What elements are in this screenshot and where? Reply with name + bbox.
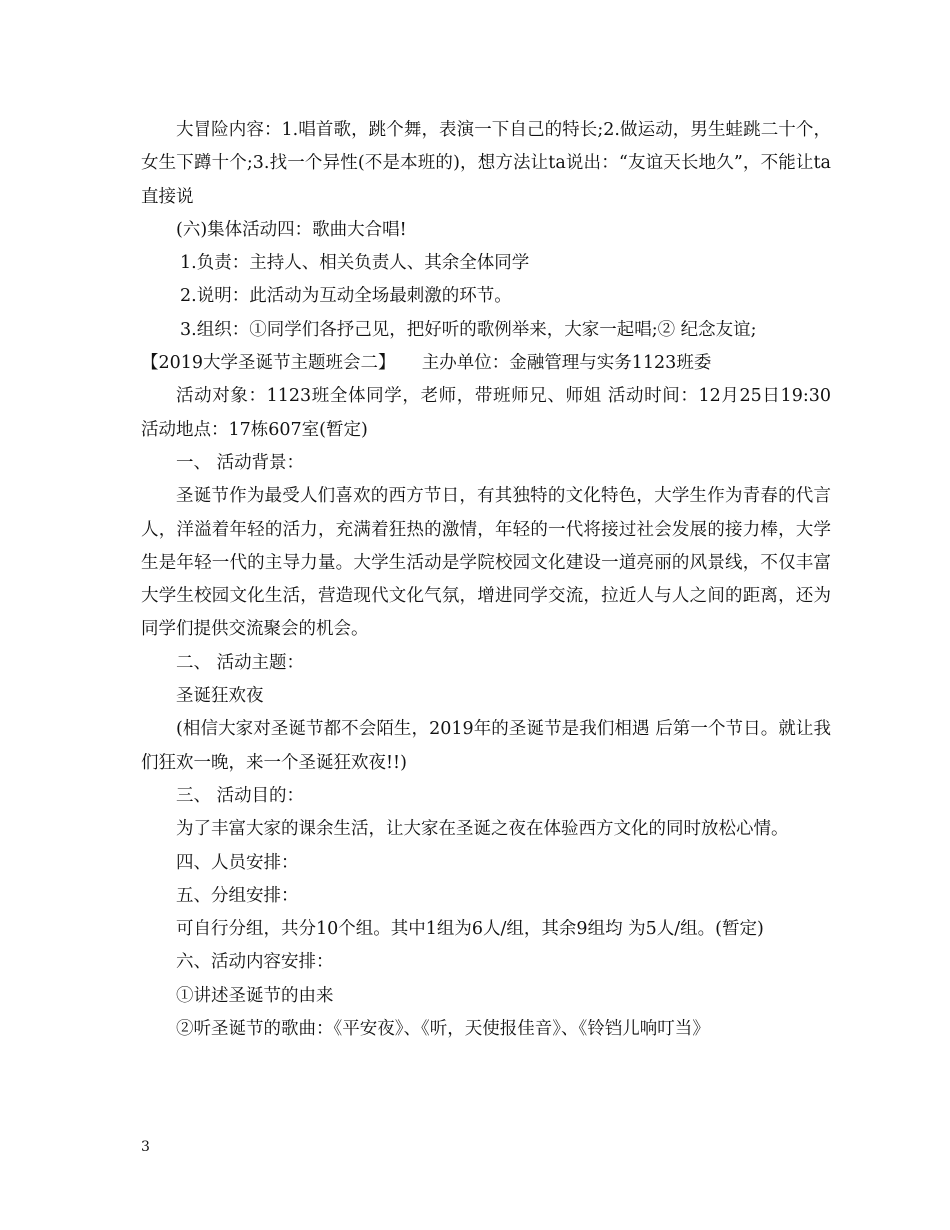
heading-background: 一、 活动背景： <box>176 452 305 473</box>
paragraph-theme-note: (相信大家对圣诞节都不会陌生，2019年的圣诞节是我们相遇 后第一个节日。就让我们狂欢一晚，来一个圣诞狂欢夜!!) <box>141 719 831 773</box>
heading-purpose: 三、 活动目的： <box>176 785 305 806</box>
heading-content-arrangement: 六、活动内容安排： <box>176 952 334 973</box>
heading-staffing: 四、人员安排： <box>176 852 299 873</box>
paragraph-organization: 3.组织：①同学们各抒己见，把好听的歌例举来，大家一起唱;② 纪念友谊; <box>180 319 757 340</box>
paragraph-activity-four-heading: (六)集体活动四：歌曲大合唱! <box>176 219 407 240</box>
paragraph-section-title: 【2019大学圣诞节主题班会二】 主办单位：金融管理与实务1123班委 <box>141 353 712 374</box>
paragraph-grouping: 可自行分组，共分10个组。其中1组为6人/组，其余9组均 为5人/组。(暂定) <box>176 919 764 940</box>
paragraph-theme: 圣诞狂欢夜 <box>176 686 264 707</box>
heading-theme: 二、 活动主题： <box>176 652 305 673</box>
paragraph-background: 圣诞节作为最受人们喜欢的西方节日，有其独特的文化特色，大学生作为青春的代言人，洋溢着年轻的活力，充满着狂热的激情，年轻的一代将接过社会发展的接力棒，大学生是年轻一代的主导力量。大学生活动是学院校园文化建设一道亮丽的风景线，不仅丰富大学生校园文化生活，营造现代文化气氛，增进同学交流，拉近人与人之间的距离，还为同学们提供交流聚会的机会。 <box>141 486 831 640</box>
list-item-origin: ①讲述圣诞节的由来 <box>176 985 334 1006</box>
paragraph-dare-content: 大冒险内容：1.唱首歌，跳个舞，表演一下自己的特长;2.做运动，男生蛙跳二十个，女生下蹲十个;3.找一个异性(不是本班的)，想方法让ta说出：“友谊天长地久”，不能让ta直接说 <box>141 120 831 207</box>
paragraph-description: 2.说明：此活动为互动全场最刺激的环节。 <box>180 286 512 307</box>
paragraph-responsible: 1.负责：主持人、相关负责人、其余全体同学 <box>180 253 530 274</box>
list-item-songs: ②听圣诞节的歌曲：《平安夜》、《听，天使报佳音》、《铃铛儿响叮当》 <box>176 1019 710 1040</box>
paragraph-purpose: 为了丰富大家的课余生活，让大家在圣诞之夜在体验西方文化的同时放松心情。 <box>176 819 789 840</box>
page-number: 3 <box>141 1139 150 1155</box>
paragraph-activity-info: 活动对象：1123班全体同学，老师，带班师兄、师姐 活动时间：12月25日19:30 活动地点：17栋607室(暂定) <box>141 386 831 440</box>
heading-grouping: 五、分组安排： <box>176 885 299 906</box>
document-body <box>141 114 831 1046</box>
